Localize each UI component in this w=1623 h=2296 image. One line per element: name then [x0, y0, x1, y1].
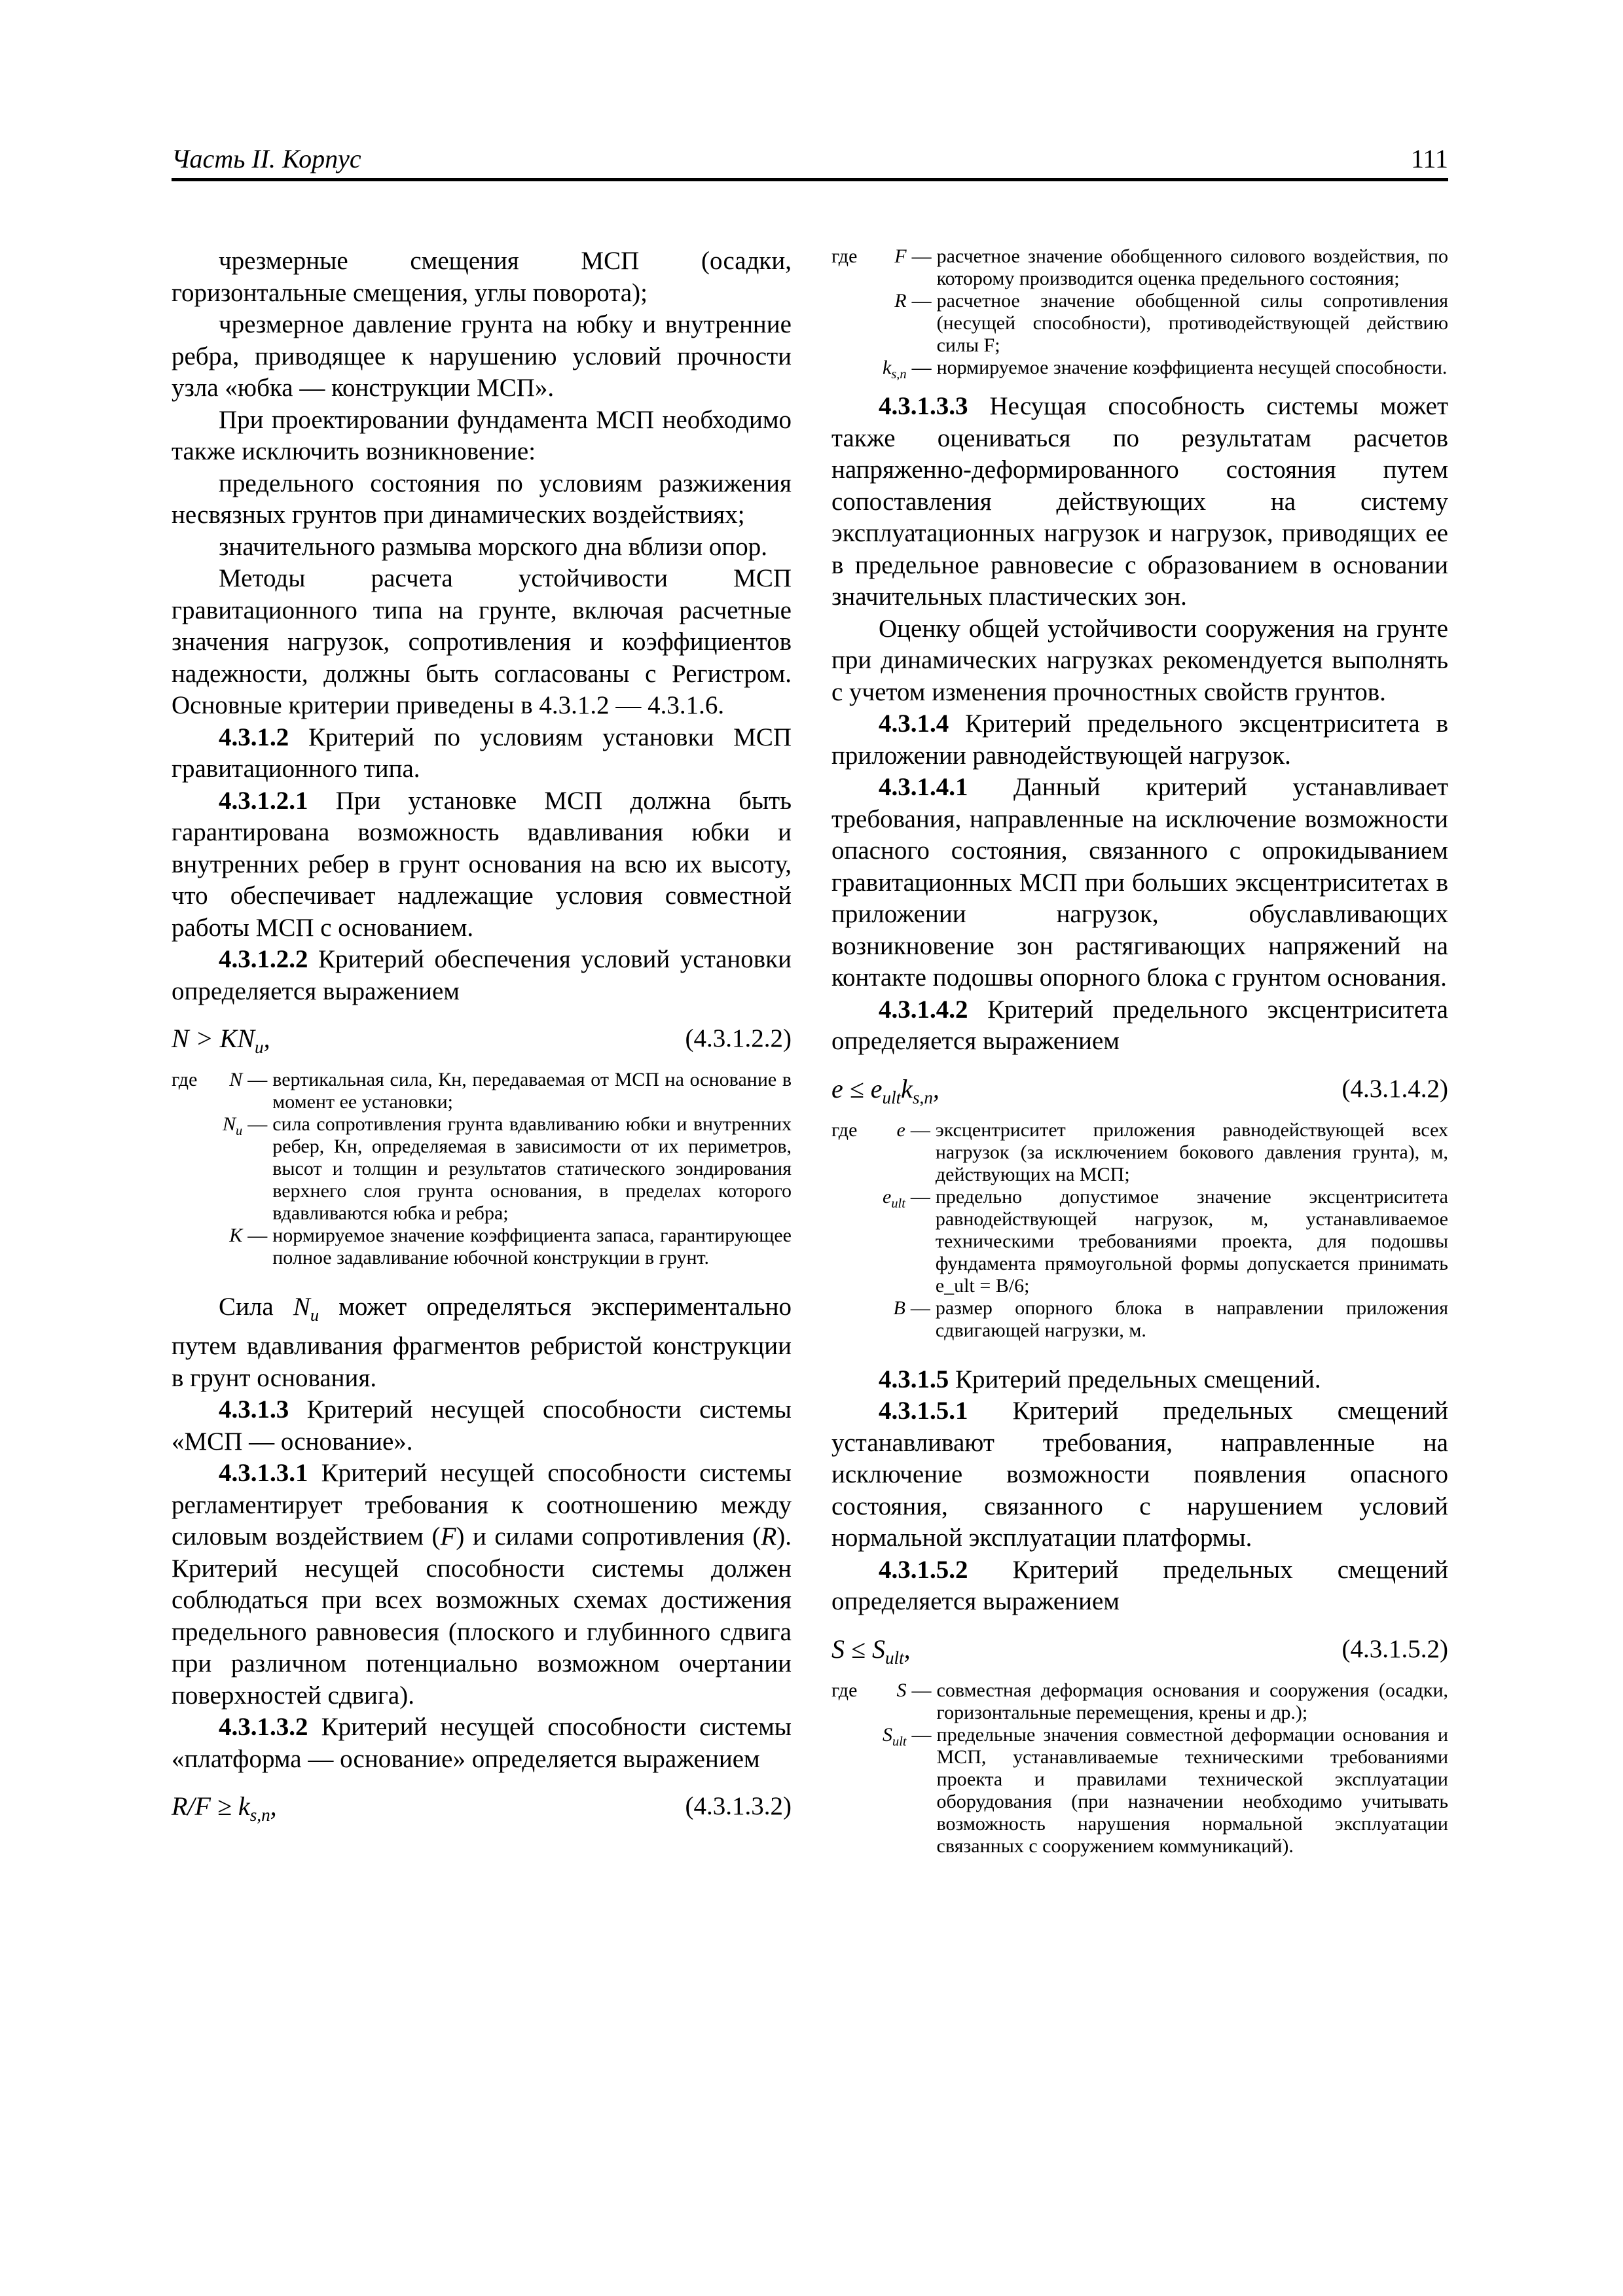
- paragraph: предельного состояния по условиям разжижения несвязных грунтов при динамических воздействиях;: [172, 469, 792, 529]
- paragraph: Методы расчета устойчивости МСП гравитационного типа на грунте, включая расчетные значения нагрузок, сопротивления и коэффициентов надежности, должны быть согласованы с Регистром. Основные критерии приведены в 4.3.1.2 — 4.3.1.6.: [172, 564, 792, 719]
- symbol-legend: [831, 1119, 1448, 1342]
- section-4-3-1-4-1: 4.3.1.4.1 Данный критерий устанавливает требования, направленные на исключение возможности опасного состояния, связанного с опрокидыванием гравитационных МСП при больших эксцентриситетах в приложении нагрузок, обуславливающих возникновение зон растягивающих напряжений на контакте подошвы опорного блока с грунтом основания.: [831, 773, 1448, 992]
- section-number: 4.3.1.5.1: [879, 1397, 968, 1425]
- section-4-3-1-2-1: 4.3.1.2.1 При установке МСП должна быть гарантирована возможность вдавливания юбки и внутренних ребер в грунт основания на всю их высоту, что обеспечивает надлежащие условия совместной работы МСП с основанием.: [172, 786, 792, 942]
- equation-number: (4.3.1.3.2): [685, 1792, 792, 1821]
- paragraph: чрезмерные смещения МСП (осадки, горизонтальные смещения, углы поворота);: [172, 247, 792, 307]
- formula-4-3-1-5-2: $S \le S_{ult}$, (4.3.1.5.2): [831, 1634, 1448, 1668]
- section-4-3-1-5-1: 4.3.1.5.1 Критерий предельных смещений устанавливают требования, направленные на исключение возможности появления опасного состояния, связанного с нарушением условий нормальной эксплуатации платформы.: [831, 1397, 1448, 1552]
- section-number: 4.3.1.2.1: [219, 786, 308, 815]
- legend-row: $k_{s,n}$ — нормируемое значение коэффициента несущей способности.: [883, 357, 1448, 382]
- section-number: 4.3.1.3.1: [219, 1459, 308, 1488]
- section-number: 4.3.1.4.2: [879, 995, 968, 1024]
- symbol-legend: [831, 1679, 1448, 1857]
- section-4-3-1-3: 4.3.1.3 Критерий несущей способности системы «МСП — основание».: [172, 1395, 792, 1456]
- section-4-3-1-3-3: 4.3.1.3.3 Несущая способность системы может также оцениваться по результатам расчетов напряженно-деформированного состояния путем сопоставления действующих на систему эксплуатационных нагрузок и нагрузок, приводящих ее в предельное равновесие с образованием в основании значительных пластических зон.: [831, 392, 1448, 611]
- section-4-3-1-2: 4.3.1.2 Критерий по условиям установки МСП гравитационного типа.: [172, 723, 792, 783]
- legend-row: $N_u$ — сила сопротивления грунта вдавливанию юбки и внутренних ребер, Кн, определяемая в зависимости от их периметров, высот и толщин и результатов статического зондирования верхнего слоя грунта основания, в пределах которого вдавливаются юбка и ребра;: [223, 1113, 792, 1224]
- legend-row: где e — эксцентриситет приложения равнодействующей всех нагрузок (за исключением бокового давления грунта), м, действующих на МСП;: [831, 1119, 1448, 1185]
- paragraph: При проектировании фундамента МСП необходимо также исключить возникновение:: [172, 405, 792, 465]
- paragraph: чрезмерное давление грунта на юбку и внутренние ребра, приводящее к нарушению условий прочности узла «юбка — конструкции МСП».: [172, 310, 792, 402]
- section-4-3-1-4-2: 4.3.1.4.2 Критерий предельного эксцентриситета определяется выражением: [831, 995, 1448, 1055]
- section-4-3-1-4: 4.3.1.4 Критерий предельного эксцентриситета в приложении равнодействующей нагрузок.: [831, 709, 1448, 770]
- symbol-legend: [831, 245, 1448, 386]
- section-4-3-1-2-2: 4.3.1.2.2 Критерий обеспечения условий установки определяется выражением: [172, 945, 792, 1005]
- section-4-3-1-3-1: 4.3.1.3.1 Критерий несущей способности системы регламентирует требования к соотношению между силовым воздействием (F) и силами сопротивления (R). Критерий несущей способности системы должен соблюдаться при всех возможных схемах достижения предельного равновесия (плоского и глубинного сдвига при различном потенциально возможном очертании поверхностей сдвига).: [172, 1459, 792, 1710]
- page-number: 111: [1410, 144, 1448, 173]
- legend-row: B — размер опорного блока в направлении приложения сдвигающей нагрузки, м.: [893, 1297, 1448, 1341]
- equation-number: (4.3.1.5.2): [1341, 1634, 1448, 1663]
- formula-4-3-1-2-2: $N > KN_u$, (4.3.1.2.2): [172, 1024, 792, 1057]
- legend-row: $S_{ult}$ — предельные значения совместной деформации основания и МСП, устанавливаемые техническими требованиями проекта и правилами технической эксплуатации оборудования (при назначении необходимо учитывать возможность нарушения нормальной эксплуатации связанных с сооружением коммуникаций).: [883, 1723, 1448, 1857]
- section-4-3-1-5: 4.3.1.5 Критерий предельных смещений.: [879, 1365, 1321, 1393]
- section-number: 4.3.1.4: [879, 709, 949, 738]
- section-4-3-1-5-2: 4.3.1.5.2 Критерий предельных смещений определяется выражением: [831, 1555, 1448, 1615]
- section-number: 4.3.1.3.2: [219, 1713, 308, 1742]
- paragraph: значительного размыва морского дна вблизи опор.: [219, 532, 768, 561]
- legend-row: $e_{ult}$ — предельно допустимое значение эксцентриситета равнодействующей нагрузок, м, устанавливаемое техническими требованиями проекта, для подошвы фундамента прямоугольной формы допускается принимать e_ult = B/6;: [883, 1185, 1448, 1297]
- right-column: [831, 245, 1448, 1863]
- legend-row: K — нормируемое значение коэффициента запаса, гарантирующее полное задавливание юбочной конструкции в грунт.: [229, 1225, 792, 1268]
- left-column: [172, 245, 792, 1837]
- legend-row: где S — совместная деформация основания и сооружения (осадки, горизонтальные перемещения, крены и др.);: [831, 1679, 1448, 1723]
- section-number: 4.3.1.4.1: [879, 773, 968, 801]
- legend-row: где F — расчетное значение обобщенного силового воздействия, по которому производится оценка предельного состояния;: [831, 245, 1448, 289]
- page-header: [172, 139, 1448, 181]
- legend-row: R — расчетное значение обобщенной силы сопротивления (несущей способности), противодействующей действию силы F;: [894, 290, 1448, 356]
- section-number: 4.3.1.2: [219, 723, 289, 751]
- symbol-legend: [172, 1069, 792, 1269]
- formula-4-3-1-4-2: $e \le e_{ult}k_{s,n}$, (4.3.1.4.2): [831, 1073, 1448, 1107]
- section-number: 4.3.1.5: [879, 1365, 949, 1393]
- equation-number: (4.3.1.4.2): [1341, 1074, 1448, 1103]
- paragraph: Сила $N_u$ может определяться экспериментально путем вдавливания фрагментов ребристой конструкции в грунт основания.: [172, 1293, 792, 1392]
- section-number: 4.3.1.3.3: [879, 392, 968, 420]
- section-number: 4.3.1.2.2: [219, 945, 308, 973]
- section-4-3-1-3-2: 4.3.1.3.2 Критерий несущей способности системы «платформа — основание» определяется выражением: [172, 1713, 792, 1773]
- running-title: Часть II. Корпус: [172, 144, 361, 173]
- formula-4-3-1-3-2: $R/F \ge k_{s,n}$, (4.3.1.3.2): [172, 1791, 792, 1825]
- section-number: 4.3.1.5.2: [879, 1555, 968, 1584]
- equation-number: (4.3.1.2.2): [685, 1024, 792, 1052]
- section-number: 4.3.1.3: [219, 1395, 289, 1424]
- paragraph: Оценку общей устойчивости сооружения на грунте при динамических нагрузках рекомендуется выполнять с учетом изменения прочностных свойств грунтов.: [831, 614, 1448, 706]
- legend-row: где N — вертикальная сила, Кн, передаваемая от МСП на основание в момент ее установки;: [172, 1069, 792, 1113]
